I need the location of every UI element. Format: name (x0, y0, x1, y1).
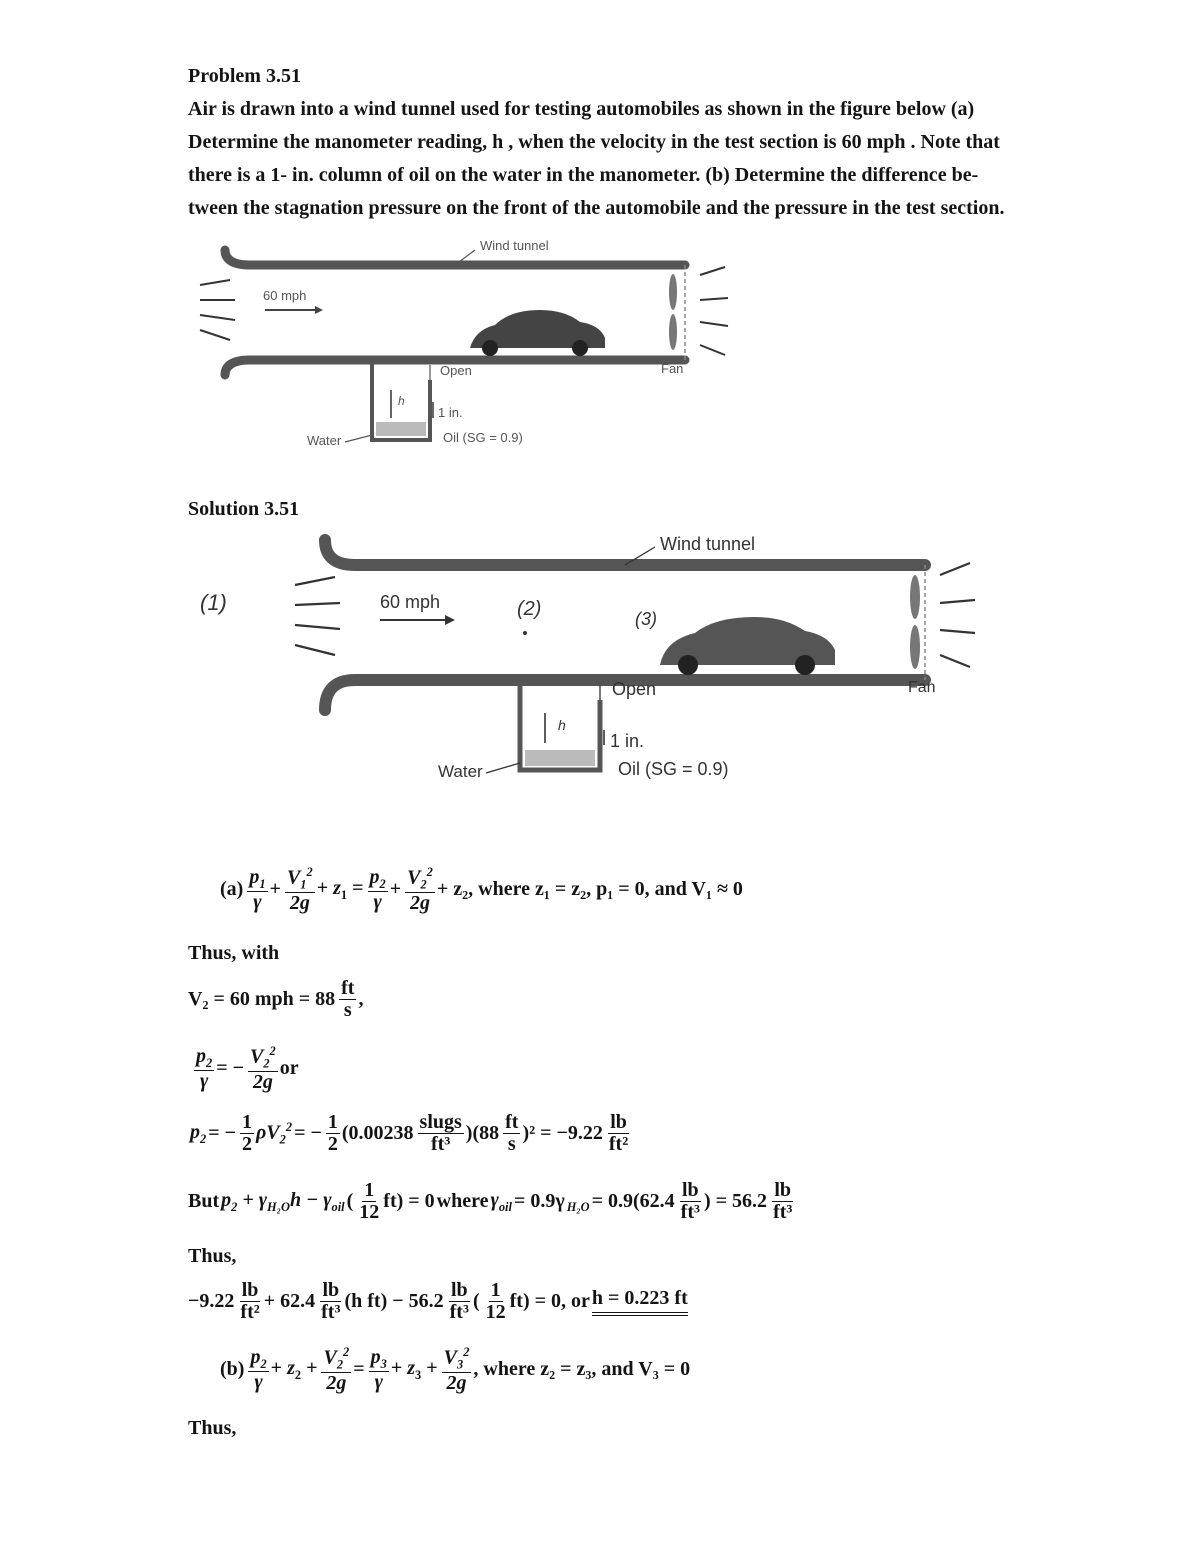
p2-gamma-equation: $\frac{p_2}{\gamma}$ = − $\frac{V_2^2}{2g}$ or (196, 1044, 299, 1093)
problem-line-3: there is a 1- in. column of oil on the water in the manometer. (b) Determine the difference be- (188, 164, 979, 186)
p2-value-equation: $p_2$ = − $\frac{1}{2}$ $\rho V_2^2$ = − $\frac{1}{2}$ (0.00238 $\frac{\text{slugs}}{\text{ft³}}$ )(88 $\frac{ft}{s}$ )² = −9.22 $\frac{lb}{\text{ft²}}$ (190, 1111, 629, 1155)
solution-h-label: h (558, 717, 566, 733)
solution-oil-label: Oil (SG = 0.9) (618, 759, 729, 779)
problem-open-label: Open (440, 363, 472, 378)
problem-oil-label: Oil (SG = 0.9) (443, 430, 523, 445)
equation-b: (b) $\frac{p_2}{\gamma}$ + $z_2$ + $\frac{V_2^2}{2g}$ = $\frac{p_3}{\gamma}$ + $z_3$ + $\frac{V_3^2}{2g}$ , where z₂ = z₃, and V₃ = 0 (220, 1345, 691, 1394)
solution-open-label: Open (612, 679, 657, 699)
problem-line-1: Air is drawn into a wind tunnel used for testing automobiles as shown in the figure below (a) (188, 98, 975, 120)
problem-fan-label: Fan (661, 361, 684, 376)
solution-fan-label: Fan (908, 679, 936, 696)
problem-title: Problem 3.51 (188, 65, 301, 87)
thus-3: Thus, (188, 1417, 237, 1439)
problem-line-4: tween the stagnation pressure on the front of the automobile and the pressure in the test section. (188, 197, 1005, 219)
solution-water-label: Water (438, 762, 483, 781)
solution-speed-label: 60 mph (380, 592, 441, 612)
point-1-label: (1) (200, 590, 227, 615)
solution-car-icon (660, 617, 835, 675)
h-equation: −9.22 $\frac{lb}{\text{ft²}}$ + 62.4 $\frac{lb}{\text{ft³}}$ (h ft) − 56.2 $\frac{lb}{\text{ft³}}$ ( $\frac{1}{12}$ ft) = 0, or h = 0.223 ft (188, 1279, 688, 1323)
equation-a: (a) $\frac{p_1}{\gamma}$ + $\frac{V_1^2}{2g}$ + $z_1$ = $\frac{p_2}{\gamma}$ + $\frac{V_2^2}{2g}$ + z₂, where z₁ = z₂, p₁ = 0, and V₁ ≈ 0 (220, 865, 743, 914)
problem-line-2: Determine the manometer reading, h , when the velocity in the test section is 60 mph . Note that (188, 131, 1000, 153)
problem-h-label: h (398, 394, 405, 408)
thus-with: Thus, with (188, 942, 280, 964)
problem-figure (195, 230, 755, 460)
solution-one-in-label: 1 in. (610, 731, 645, 751)
problem-car-icon (470, 310, 605, 356)
v2-equation: V₂ = 60 mph = 88 $\frac{ft}{s}$ , (188, 977, 364, 1021)
manometer-equation: But $p_2 + \gamma_{H_2O}h - \gamma_{oil}$ ( $\frac{1}{12}$ ft) = 0 where $\gamma_{oil}$ = 0.9γ $_{H_2O}$ = 0.9(62.4 $\frac{lb}{\text{ft³}}$ ) = 56.2 $\frac{lb}{\text{ft³}}$ (188, 1179, 793, 1223)
problem-speed-label: 60 mph (263, 288, 307, 303)
problem-wind-tunnel-label: Wind tunnel (480, 238, 549, 253)
solution-title: Solution 3.51 (188, 498, 300, 520)
point-3-label: (3) (635, 609, 657, 629)
point-2-label: (2) (517, 598, 542, 620)
thus-2: Thus, (188, 1245, 237, 1267)
problem-one-in-label: 1 in. (438, 405, 463, 420)
equation-a-conditions: + z₂, where z₁ = z₂, p₁ = 0, and V₁ ≈ 0 (436, 878, 743, 901)
answer-h: h = 0.223 ft (592, 1287, 688, 1316)
solution-wind-tunnel-label: Wind tunnel (660, 534, 756, 554)
problem-water-label: Water (307, 433, 342, 448)
solution-figure (180, 525, 1000, 785)
